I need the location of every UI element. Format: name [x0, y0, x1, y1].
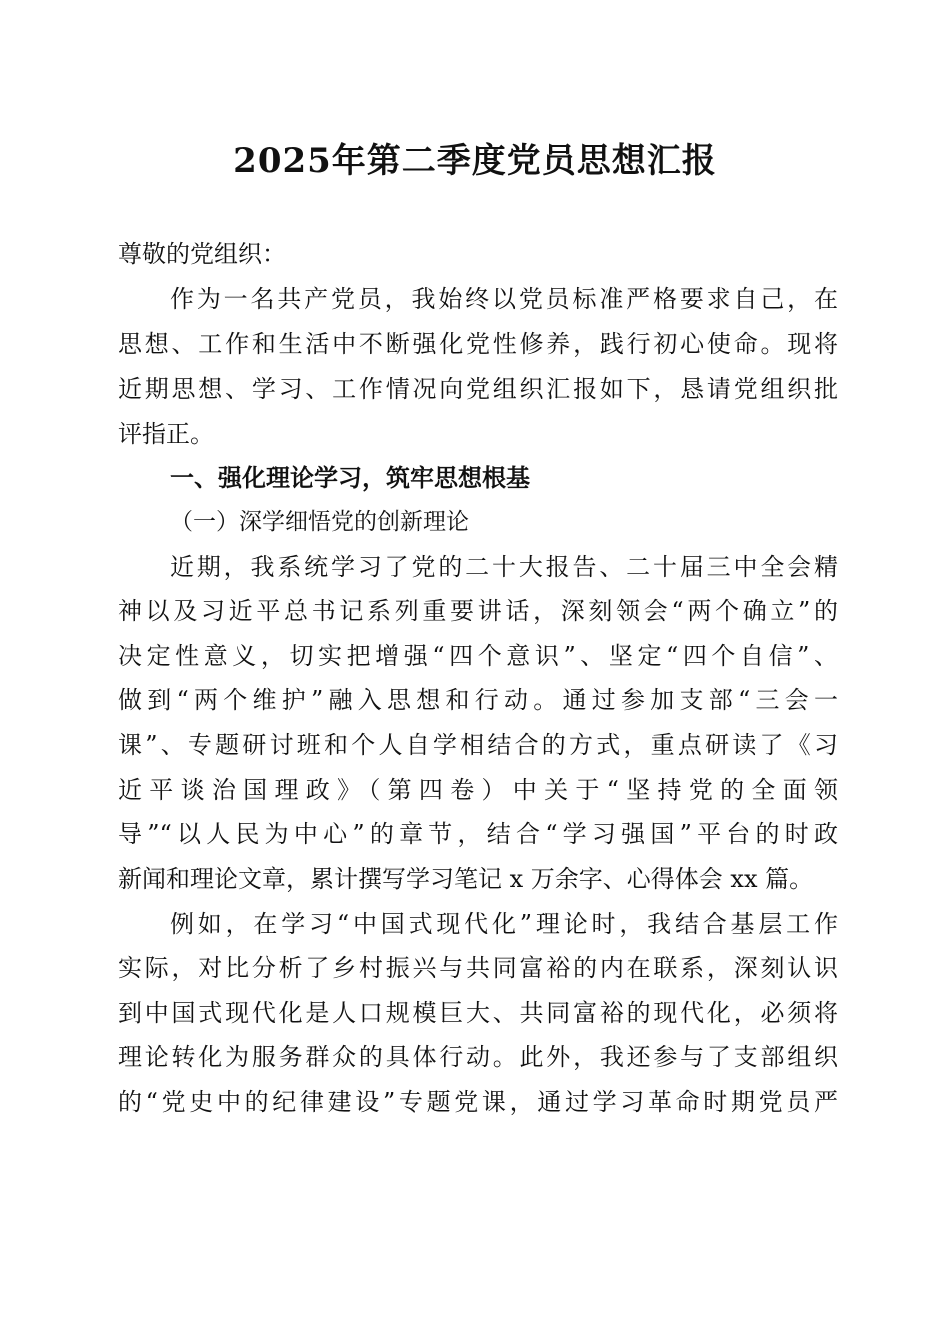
paragraph-line: 到中国式现代化是人口规模巨大、共同富裕的现代化，必须将: [118, 999, 838, 1027]
intro-line: 作为一名共产党员，我始终以党员标准严格要求自己，在: [170, 285, 838, 313]
intro-line: 评指正。: [118, 420, 214, 448]
document-title: 2025年第二季度党员思想汇报: [233, 141, 717, 181]
intro-line: 思想、工作和生活中不断强化党性修养，践行初心使命。现将: [118, 330, 838, 358]
paragraph-line: 的“党史中的纪律建设”专题党课，通过学习革命时期党员严: [118, 1088, 838, 1116]
paragraph-line: 决定性意义，切实把增强“四个意识”、坚定“四个自信”、: [118, 642, 838, 670]
paragraph-line: 神以及习近平总书记系列重要讲话，深刻领会“两个确立”的: [118, 597, 838, 625]
paragraph-line: 近平谈治国理政》（第四卷）中关于“坚持党的全面领: [118, 776, 838, 804]
paragraph-line: 新闻和理论文章，累计撰写学习笔记 x 万余字、心得体会 xx 篇。: [118, 865, 814, 893]
paragraph-line: 实际，对比分析了乡村振兴与共同富裕的内在联系，深刻认识: [118, 954, 838, 982]
paragraph-line: 近期，我系统学习了党的二十大报告、二十届三中全会精: [170, 553, 838, 581]
paragraph-line: 做到“两个维护”融入思想和行动。通过参加支部“三会一: [118, 686, 838, 714]
subsection-heading: （一）深学细悟党的创新理论: [170, 509, 469, 535]
paragraph-line: 例如，在学习“中国式现代化”理论时，我结合基层工作: [170, 910, 838, 938]
paragraph-line: 课”、专题研讨班和个人自学相结合的方式，重点研读了《习: [118, 731, 838, 759]
section-heading: 一、强化理论学习，筑牢思想根基: [170, 463, 530, 492]
paragraph-line: 导”“以人民为中心”的章节，结合“学习强国”平台的时政: [118, 820, 838, 848]
salutation: 尊敬的党组织：: [118, 240, 286, 268]
intro-line: 近期思想、学习、工作情况向党组织汇报如下，恳请党组织批: [118, 375, 838, 403]
paragraph-line: 理论转化为服务群众的具体行动。此外，我还参与了支部组织: [118, 1043, 838, 1071]
